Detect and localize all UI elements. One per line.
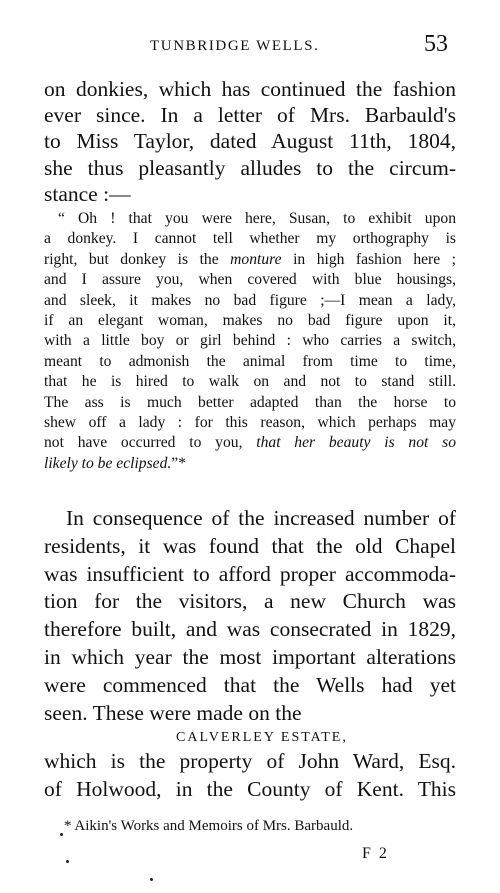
quote-text: right, but donkey is the <box>44 250 231 268</box>
quote-line: a donkey. I cannot tell whether my orthography is <box>44 230 456 248</box>
quote-line: “ Oh ! that you were here, Susan, to exhibit upon <box>58 210 456 227</box>
text-line: were commenced that the Wells had yet <box>44 672 456 697</box>
text-line: she thus pleasantly alludes to the circum- <box>44 155 456 180</box>
text-line: ever since. In a letter of Mrs. Barbauld's <box>44 103 456 128</box>
text-line: on donkies, which has continued the fashion <box>44 77 456 101</box>
text-line: stance :— <box>44 181 131 206</box>
quote-text: in high fashion here ; <box>281 250 456 268</box>
ink-speck <box>150 878 153 881</box>
text-line: to Miss Taylor, dated August 11th, 1804, <box>44 129 456 154</box>
text-line: seen. These were made on the <box>44 700 302 725</box>
signature-mark: F 2 <box>362 845 389 862</box>
text-line: therefore built, and was consecrated in 1829, <box>44 617 456 642</box>
quote-line: and sleek, it makes no bad figure ;—I mean a lady, <box>44 291 456 309</box>
quote-line <box>44 433 456 453</box>
text-line: tion for the visitors, a new Church was <box>44 589 456 614</box>
quote-line <box>44 454 456 474</box>
quote-line: shew off a lady : for this reason, which perhaps may <box>44 413 456 431</box>
quote-line: that he is hired to walk on and not to stand still. <box>44 373 456 391</box>
section-heading: CALVERLEY ESTATE, <box>176 730 348 745</box>
quote-line: if an elegant woman, makes no bad figure upon it, <box>44 311 456 329</box>
footnote: * Aikin's Works and Memoirs of Mrs. Barbauld. <box>64 818 354 834</box>
text-line: of Holwood, in the County of Kent. This <box>44 776 456 801</box>
text-line: was insufficient to afford proper accommoda- <box>44 561 456 586</box>
quote-line: with a little boy or girl behind : who carries a switch, <box>44 332 456 350</box>
quote-line: and I assure you, when covered with blue housings, <box>44 271 456 289</box>
text-line: which is the property of John Ward, Esq. <box>44 749 456 773</box>
quote-line <box>44 250 456 270</box>
paragraph-1 <box>44 76 456 207</box>
quote-text: not have occurred to you, <box>44 434 257 452</box>
quote-line: meant to admonish the animal from time to time, <box>44 352 456 370</box>
text-line: in which year the most important alterations <box>44 644 456 669</box>
paragraph-2 <box>44 505 456 727</box>
text-line: residents, it was found that the old Chapel <box>44 533 456 558</box>
quote-italic-text: monture <box>230 250 282 268</box>
ink-speck <box>66 860 69 863</box>
quote-italic-text: that her beauty is not so <box>256 434 456 452</box>
quotation-block <box>44 209 456 474</box>
text-line: In consequence of the increased number of <box>66 506 456 530</box>
quote-line: The ass is much better adapted than the horse to <box>44 393 456 411</box>
ink-speck <box>60 833 63 836</box>
quote-italic-text: likely to be eclipsed. <box>44 454 172 472</box>
paragraph-3 <box>44 748 456 804</box>
page-number: 53 <box>424 31 448 57</box>
quote-text: ”* <box>171 454 187 472</box>
running-head: TUNBRIDGE WELLS. <box>150 38 320 54</box>
